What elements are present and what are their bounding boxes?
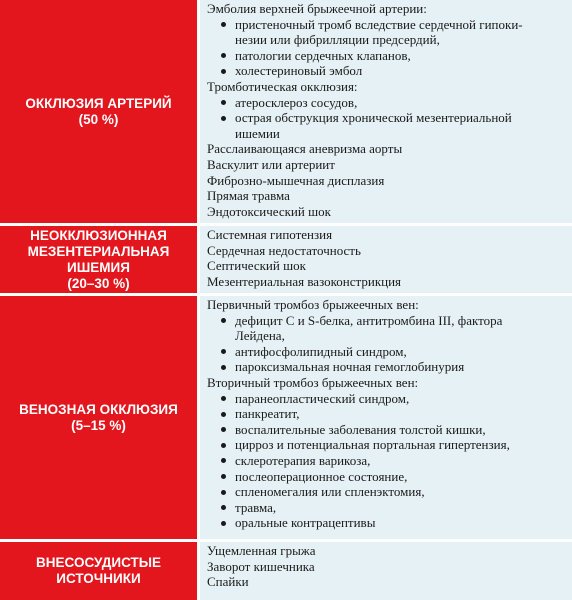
category-percent: (5–15 %) (71, 417, 126, 433)
list-item: спленомегалия или спленэктомия, (207, 484, 566, 500)
list-heading: Заворот кишечника (207, 558, 315, 574)
content-cell (200, 296, 572, 539)
list-heading: Эндотоксический шок (207, 203, 331, 219)
category-label: ВЕНОЗНАЯ ОККЛЮЗИЯ (19, 401, 178, 417)
list-heading: Сердечная недостаточность (207, 242, 361, 258)
category-label: НЕОККЛЮЗИОННАЯ (30, 227, 167, 243)
list-heading: Фиброзно-мышечная дисплазия (207, 172, 385, 188)
content-cell (200, 0, 572, 223)
content-cell (200, 542, 572, 600)
list-item: острая обструкция хронической мезентериальной (207, 110, 566, 126)
list-item: холестериновый эмбол (207, 63, 566, 79)
table-row-extravascular-sources (0, 542, 572, 600)
list-item: пароксизмальная ночная гемоглобинурия (207, 359, 566, 375)
list-item-continuation: Лейдена, (235, 328, 285, 344)
list-item: дефицит С и S-белка, антитромбина III, фактора (207, 313, 566, 329)
list-item: панкреатит, (207, 406, 566, 422)
list-item: склеротерапия варикоза, (207, 453, 566, 469)
list-item: цирроз и потенциальная портальная гипертензия, (207, 437, 566, 453)
list-item-continuation: незии или фибрилляции предсердий, (235, 32, 440, 48)
list-item: атеросклероз сосудов, (207, 95, 566, 111)
list-heading: Системная гипотензия (207, 227, 333, 242)
category-cell (0, 296, 200, 539)
category-cell (0, 0, 200, 223)
list-item: травма, (207, 500, 566, 516)
list-item: воспалительные заболевания толстой кишки, (207, 422, 566, 438)
list-item: послеоперационное состояние, (207, 469, 566, 485)
table-row-nonocclusive-ischemia (0, 226, 572, 296)
category-percent: (50 %) (78, 111, 119, 127)
table-row-venous-occlusion (0, 296, 572, 542)
list-heading: Септический шок (207, 258, 306, 274)
category-cell (0, 226, 200, 293)
list-item: паранеопластический синдром, (207, 391, 566, 407)
list-heading: Первичный тромбоз брыжеечных вен: (207, 297, 419, 312)
list-heading: Тромботическая окклюзия: (207, 78, 358, 94)
category-label: ИШЕМИЯ (67, 259, 130, 275)
list-heading: Спайки (207, 574, 249, 590)
list-heading: Мезентериальная вазоконстрикция (207, 273, 402, 289)
category-cell (0, 542, 200, 600)
list-heading: Васкулит или артериит (207, 156, 335, 172)
list-heading: Ущемленная грыжа (207, 543, 316, 558)
list-item: патологии сердечных клапанов, (207, 48, 566, 64)
list-heading: Вторичный тромбоз брыжеечных вен: (207, 374, 419, 390)
list-heading: Эмболия верхней брыжеечной артерии: (207, 1, 427, 16)
list-item: антифосфолипидный синдром, (207, 344, 566, 360)
content-cell (200, 226, 572, 293)
category-percent: (20–30 %) (67, 275, 130, 291)
list-heading: Прямая травма (207, 188, 290, 204)
list-item: оральные контрацептивы (207, 515, 566, 531)
category-label: ВНЕСОСУДИСТЫЕ (36, 555, 161, 570)
table-row-arterial-occlusion (0, 0, 572, 226)
category-label: ИСТОЧНИКИ (56, 571, 141, 586)
list-heading: Расслаивающаяся аневризма аорты (207, 141, 403, 157)
list-item: пристеночный тромб вследствие сердечной гипоки- (207, 17, 566, 33)
category-label: ОККЛЮЗИЯ АРТЕРИЙ (25, 95, 172, 111)
list-item-continuation: ишемии (235, 125, 280, 141)
category-label: МЕЗЕНТЕРИАЛЬНАЯ (27, 243, 170, 259)
